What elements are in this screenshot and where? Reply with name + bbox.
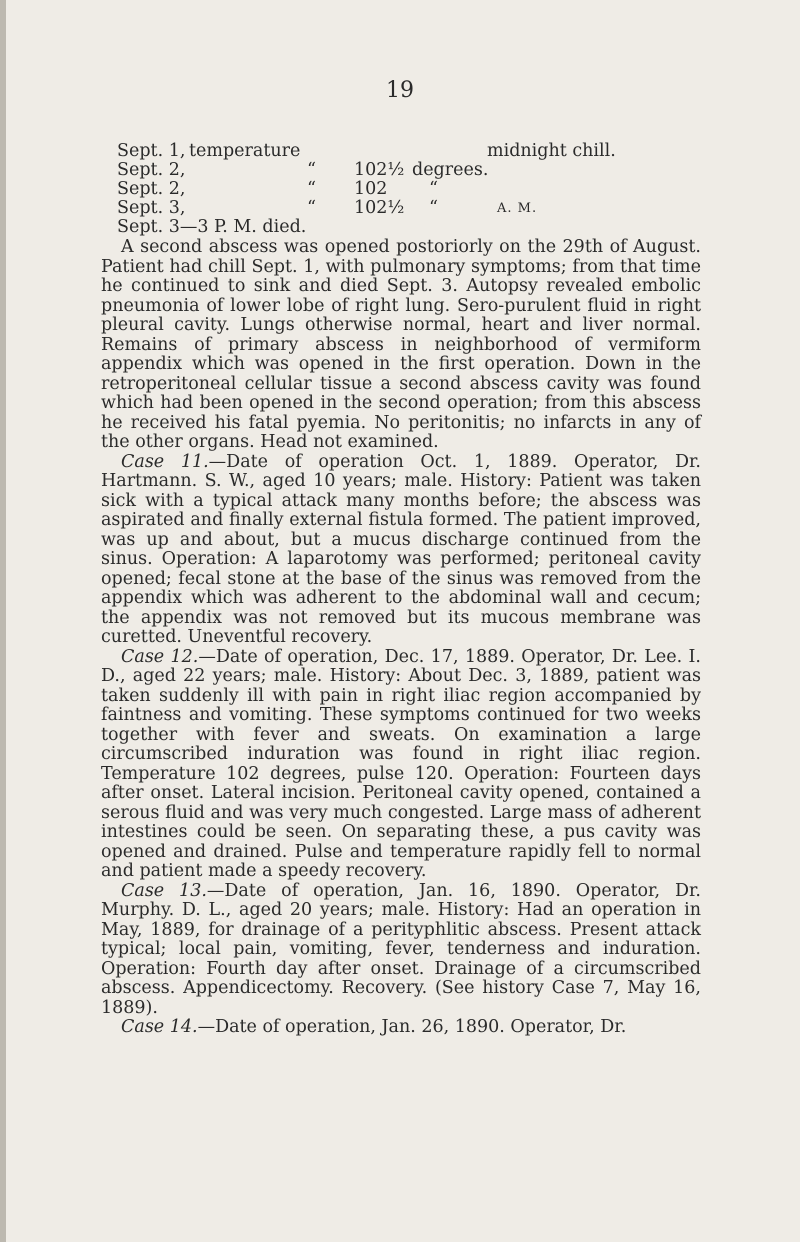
log-note: A. M. (497, 201, 538, 216)
paragraph-text: —Date of operation, Dec. 17, 1889. Operator, Dr. Lee. I. D., aged 22 years; male. History: About Dec. 3, 1889, patient was taken suddenly ill with pain in right iliac region accompanied by faintness and vomiting. These symptoms continued for two weeks together with fever and sweats. On examination a large circumscribed induration was found in right iliac region. Temperature 102 degrees, pulse 120. Operation: Fourteen days after onset. Lateral incision. Peritoneal cavity opened, contained a serous fluid and was very much congested. Large mass of adherent intestines could be seen. On separating these, a pus cavity was opened and drained. Pulse and temperature rapidly fell to normal and patient made a speedy recovery. (101, 646, 701, 881)
paragraph (101, 238, 701, 453)
paragraph-text: A second abscess was opened postoriorly on the 29th of August. Patient had chill Sept. 1, with pulmonary symptoms; from that time he continued to sink and died Sept. 3. Autopsy revealed embolic pneumonia of lower lobe of right lung. Sero-purulent fluid in right pleural cavity. Lungs otherwise normal, heart and liver normal. Remains of primary abscess in neighborhood of vermiform appendix which was opened in the first operation. Down in the retroperitoneal cellular tissue a second abscess cavity was found which had been opened in the second operation; from this abscess he received his fatal pyemia. No peritonitis; no infarcts in any of the other organs. Head not examined. (101, 237, 701, 452)
temperature-log-row (117, 218, 677, 237)
paragraph-text: —Date of operation, Jan. 26, 1890. Operator, Dr. (197, 1017, 627, 1037)
paragraph (101, 453, 701, 648)
log-date: Sept. 3—3 P. M. died. (117, 217, 307, 237)
paragraph (101, 882, 701, 1019)
log-unit: degrees. (412, 160, 489, 180)
page-number: 19 (386, 78, 414, 103)
temperature-log-row (117, 180, 677, 199)
paragraph (101, 648, 701, 882)
log-value: 102½ (354, 160, 405, 180)
log-label: “ (307, 179, 316, 199)
case-label: Case 12. (121, 646, 199, 667)
log-label: temperature (189, 141, 301, 161)
log-unit: “ (429, 179, 438, 199)
paragraph-text: —Date of operation, Jan. 16, 1890. Operator, Dr. Murphy. D. L., aged 20 years; male. History: Had an operation in May, 1889, for drainage of a perityphlitic abscess. Present attack typical; local pain, vomiting, fever, tenderness and induration. Operation: Fourth day after onset. Drainage of a circumscribed abscess. Appendicectomy. Recovery. (See history Case 7, May 16, 1889). (101, 880, 701, 1018)
page-edge (0, 0, 6, 1242)
temperature-log-row (117, 142, 677, 161)
temperature-log (117, 142, 677, 237)
log-date: Sept. 1, (117, 141, 186, 161)
log-note: midnight chill. (487, 141, 616, 161)
paragraph (101, 1018, 701, 1038)
temperature-log-row (117, 199, 677, 218)
log-value: 102½ (354, 198, 405, 218)
log-unit: “ (429, 198, 438, 218)
body-text (101, 238, 701, 1038)
log-label: “ (307, 198, 316, 218)
temperature-log-row (117, 161, 677, 180)
log-label: “ (307, 160, 316, 180)
case-label: Case 14. (121, 1017, 198, 1037)
log-date: Sept. 2, (117, 179, 186, 199)
paragraph-text: —Date of operation Oct. 1, 1889. Operator, Dr. Hartmann. S. W., aged 10 years; male. History: Patient was taken sick with a typical attack many months before; the abscess was aspirated and finally external fistula formed. The patient improved, was up and about, but a mucus discharge continued from the sinus. Operation: A laparotomy was performed; peritoneal cavity opened; fecal stone at the base of the sinus was removed from the appendix which was adherent to the abdominal wall and cecum; the appendix was not removed but its mucous membrane was curetted. Uneventful recovery. (101, 451, 701, 647)
case-label: Case 13. (121, 880, 207, 901)
log-date: Sept. 3, (117, 198, 186, 218)
log-value: 102 (354, 179, 388, 199)
case-label: Case 11. (121, 451, 209, 472)
log-date: Sept. 2, (117, 160, 186, 180)
